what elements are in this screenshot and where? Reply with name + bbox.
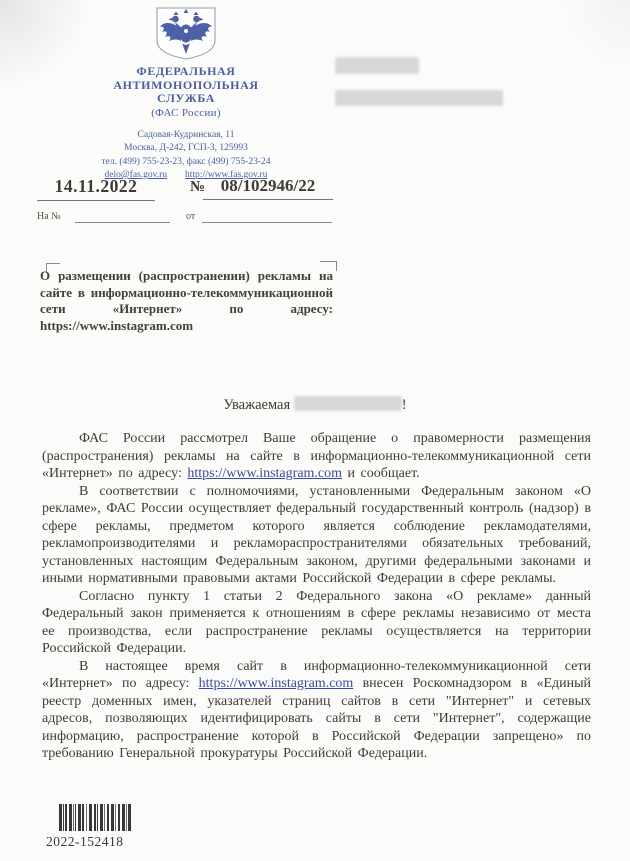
- website-link[interactable]: http://www.fas.gov.ru: [185, 170, 268, 180]
- salutation-line: [0, 396, 630, 414]
- paragraph-4-tail: внесен Роскомнадзором в «Единый реестр доменных имен, указателей страниц сайтов в сети "Интернет" и сетевых адресов, позволяющих идентифицировать сайты в сети "Интернет", содержащие информацию, распространение которой в Российской Федерации запрещено» по требованию Генеральной прокуратуры Российской Федерации.: [42, 676, 591, 761]
- letter-number: 08/102946/22: [203, 176, 333, 200]
- letter-body: [42, 430, 591, 763]
- street-address: Садовая-Кудринская, 11: [137, 129, 235, 140]
- salutation-punctuation: !: [401, 397, 407, 413]
- barcode-number: 2022-152418: [46, 834, 124, 849]
- phone-fax-line: тел. (499) 755-23-23, факс (499) 755-23-24: [101, 156, 271, 167]
- letter-date: 14.11.2022: [37, 176, 155, 201]
- body-paragraph-4: [42, 658, 591, 763]
- reply-date-blank: [202, 208, 332, 223]
- letter-subject: О размещении (распространении) рекламы на сайте в информационно-телекоммуникационной сети «Интернет» по адресу: https://www.instagram.com: [40, 268, 333, 333]
- coat-of-arms-emblem: [154, 6, 218, 60]
- registration-footer: [46, 804, 131, 850]
- reply-number-blank: [75, 208, 170, 223]
- body-paragraph-3: Согласно пункту 1 статьи 2 Федерального закона «О рекламе» данный Федеральный закон применяется к отношениям в сфере рекламы независимо от места ее производства, если распространение рекламы осуществляется на территории Российской Федерации.: [42, 588, 591, 656]
- agency-name-line3: СЛУЖБА: [156, 91, 216, 105]
- paragraph-1-tail: и сообщает.: [342, 466, 420, 481]
- reply-to-label: На №: [37, 211, 61, 222]
- instagram-link-2[interactable]: https://www.instagram.com: [198, 676, 354, 691]
- reply-reference-row: [37, 208, 337, 224]
- instagram-link-1[interactable]: https://www.instagram.com: [187, 466, 343, 481]
- barcode: [59, 804, 131, 831]
- body-paragraph-2: В соответствии с полномочиями, установленными Федеральным законом «О рекламе», ФАС России осуществляет федеральный государственный контроль (надзор) в сфере рекламы, предметом которого является соблюдение рекламодателями, рекламопроизводителями и рекламораспространителями обязательных требований, установленных настоящим Федеральным законом, другими федеральными законами и иными нормативными правовыми актами Российской Федерации в сфере рекламы.: [42, 483, 591, 586]
- body-paragraph-1: [42, 430, 591, 483]
- agency-name-line2: АНТИМОНОПОЛЬНАЯ: [113, 77, 259, 92]
- reply-from-label: от: [186, 211, 196, 222]
- city-address: Москва, Д-242, ГСП-3, 125993: [124, 143, 248, 153]
- redacted-recipient-address: [335, 90, 503, 106]
- redacted-addressee-name: [294, 396, 402, 411]
- paragraph-1-text: ФАС России рассмотрел Ваше обращение о правомерности размещения (распространения) рекламы на сайте в информационно-телекоммуникационной сети «Интернет» по адресу:: [42, 431, 591, 481]
- redacted-recipient-name: [335, 57, 419, 74]
- agency-short-name: (ФАС России): [151, 106, 221, 119]
- email-link[interactable]: delo@fas.gov.ru: [104, 170, 168, 180]
- letterhead: [40, 6, 332, 180]
- number-sign: №: [190, 179, 206, 195]
- agency-name-line1: ФЕДЕРАЛЬНАЯ: [136, 64, 236, 78]
- paragraph-4-text: В настоящее время сайт в информационно-телекоммуникационной сети «Интернет» по адресу:: [42, 658, 591, 691]
- salutation-prefix: Уважаемая: [223, 397, 291, 413]
